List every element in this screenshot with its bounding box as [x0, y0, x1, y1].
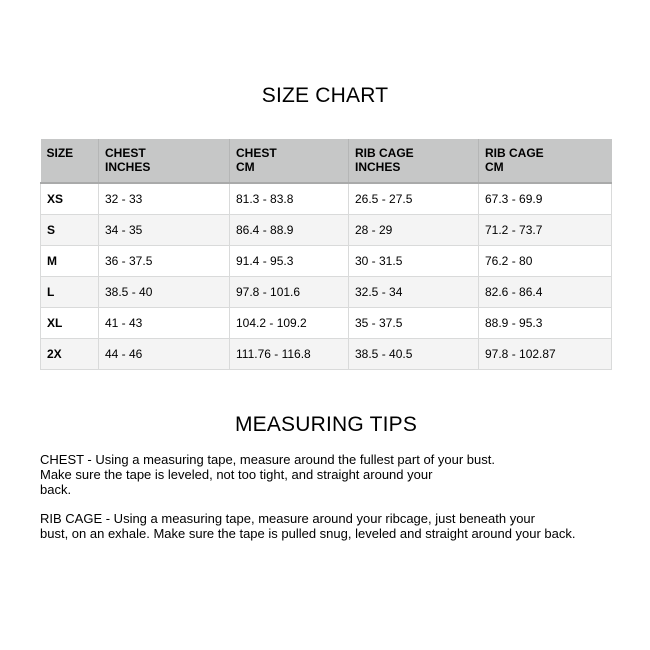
- size-cell: XL: [41, 307, 99, 338]
- header-line: CM: [236, 160, 255, 174]
- chest-inches-cell: 36 - 37.5: [99, 245, 230, 276]
- rib-cage-inches-cell: 35 - 37.5: [349, 307, 479, 338]
- column-header-rib-cage-inches: [349, 139, 479, 183]
- size-chart-table: [40, 139, 612, 370]
- chest-inches-cell: 38.5 - 40: [99, 276, 230, 307]
- rib-cage-tip-paragraph: [40, 511, 576, 541]
- rib-cage-inches-cell: 30 - 31.5: [349, 245, 479, 276]
- rib-cage-inches-cell: 38.5 - 40.5: [349, 338, 479, 369]
- table-row: [41, 245, 612, 276]
- size-cell: S: [41, 214, 99, 245]
- table-row: [41, 214, 612, 245]
- chest-inches-cell: 44 - 46: [99, 338, 230, 369]
- rib-cage-inches-cell: 26.5 - 27.5: [349, 183, 479, 214]
- header-line: CHEST: [105, 146, 146, 160]
- size-cell: XS: [41, 183, 99, 214]
- table-row: [41, 338, 612, 369]
- header-line: CHEST: [236, 146, 277, 160]
- chest-tip-line: Make sure the tape is leveled, not too tight, and straight around your: [40, 467, 433, 482]
- size-chart-title: SIZE CHART: [261, 84, 389, 107]
- chest-tip-line: CHEST - Using a measuring tape, measure around the fullest part of your bust.: [40, 452, 495, 467]
- header-line: SIZE: [46, 146, 74, 160]
- size-cell: L: [41, 276, 99, 307]
- chest-inches-cell: 32 - 33: [99, 183, 230, 214]
- rib-cage-cm-cell: 67.3 - 69.9: [479, 183, 612, 214]
- rib-cage-tip-line: RIB CAGE - Using a measuring tape, measure around your ribcage, just beneath your: [40, 511, 535, 526]
- chest-cm-cell: 86.4 - 88.9: [230, 214, 349, 245]
- chest-cm-cell: 104.2 - 109.2: [230, 307, 349, 338]
- rib-cage-inches-cell: 28 - 29: [349, 214, 479, 245]
- table-row: [41, 183, 612, 214]
- rib-cage-tip-line: bust, on an exhale. Make sure the tape is pulled snug, leveled and straight around your back.: [40, 526, 576, 541]
- rib-cage-cm-cell: 76.2 - 80: [479, 245, 612, 276]
- rib-cage-cm-cell: 88.9 - 95.3: [479, 307, 612, 338]
- table-row: [41, 307, 612, 338]
- chest-tip-paragraph: [40, 452, 495, 497]
- chest-inches-cell: 41 - 43: [99, 307, 230, 338]
- table-header-row: [41, 139, 612, 183]
- column-header-chest-inches: [99, 139, 230, 183]
- header-line: INCHES: [355, 160, 401, 174]
- column-header-size: [41, 139, 99, 183]
- size-cell: M: [41, 245, 99, 276]
- column-header-rib-cage-cm: [479, 139, 612, 183]
- rib-cage-cm-cell: 97.8 - 102.87: [479, 338, 612, 369]
- table-row: [41, 276, 612, 307]
- chest-cm-cell: 81.3 - 83.8: [230, 183, 349, 214]
- rib-cage-cm-cell: 82.6 - 86.4: [479, 276, 612, 307]
- chest-cm-cell: 91.4 - 95.3: [230, 245, 349, 276]
- measuring-tips-title: MEASURING TIPS: [234, 413, 418, 436]
- header-line: RIB CAGE: [485, 146, 544, 160]
- rib-cage-inches-cell: 32.5 - 34: [349, 276, 479, 307]
- header-line: INCHES: [105, 160, 151, 174]
- chest-cm-cell: 97.8 - 101.6: [230, 276, 349, 307]
- chest-inches-cell: 34 - 35: [99, 214, 230, 245]
- header-line: RIB CAGE: [355, 146, 414, 160]
- header-line: CM: [485, 160, 504, 174]
- chest-cm-cell: 111.76 - 116.8: [230, 338, 349, 369]
- column-header-chest-cm: [230, 139, 349, 183]
- chest-tip-line: back.: [40, 482, 72, 497]
- rib-cage-cm-cell: 71.2 - 73.7: [479, 214, 612, 245]
- size-cell: 2X: [41, 338, 99, 369]
